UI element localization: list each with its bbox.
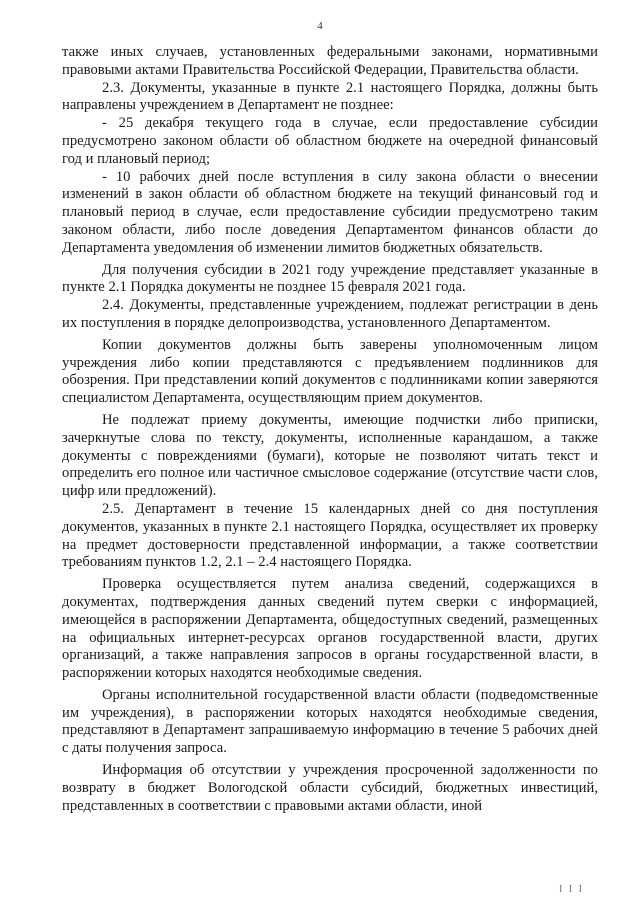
paragraph-verification: Проверка осуществляется путем анализа сведений, содержащихся в документах, подтверждения данных сведений путем сверки с информацией, имеющейся в распоряжении Департамента, общедоступных сведений, размещенных на официальных интернет-ресурсах органов государственной власти, других организаций, а также направления запросов в органы государственной власти, в распоряжении которых находятся необходимые сведения.	[62, 576, 598, 682]
paragraph-debt-info: Информация об отсутствии у учреждения просроченной задолженности по возврату в бюджет Вологодской области субсидий, бюджетных инвестиций, представленных в соответствии с правовыми актами области, иной	[62, 762, 598, 814]
paragraph-2021: Для получения субсидии в 2021 году учреждение представляет указанные в пункте 2.1 Порядка документы не позднее 15 февраля 2021 года.	[62, 261, 598, 296]
paragraph-deadline-1: - 25 декабря текущего года в случае, если предоставление субсидии предусмотрено законом области об областном бюджете на очередной финансовый год и плановый период;	[62, 115, 598, 167]
paragraph-2-3: 2.3. Документы, указанные в пункте 2.1 настоящего Порядка, должны быть направлены учреждением в Департамент не позднее:	[62, 79, 598, 114]
paragraph-copies: Копии документов должны быть заверены уполномоченным лицом учреждения либо копии представляются с предъявлением подлинников для обозрения. При представлении копий документов с подлинниками копии заверяются специалистом Департамента, осуществляющим прием документов.	[62, 336, 598, 407]
paragraph-deadline-2: - 10 рабочих дней после вступления в силу закона области о внесении изменений в закон области об областном бюджете на текущий финансовый год и плановый период в случае, если предоставление субсидии предусмотрено таким законом области, либо после доведения Департаментом финансов области до Департамента уведомления об изменении лимитов бюджетных обязательств.	[62, 168, 598, 256]
paragraph-authorities: Органы исполнительной государственной власти области (подведомственные им учреждения), в распоряжении которых находятся необходимые сведения, представляют в Департамент запрашиваемую информацию в течение 5 рабочих дней с даты получения запроса.	[62, 686, 598, 757]
paragraph-2-4: 2.4. Документы, представленные учреждением, подлежат регистрации в день их поступления в порядке делопроизводства, установленного Департаментом.	[62, 297, 598, 331]
paragraph-2-5: 2.5. Департамент в течение 15 календарных дней со дня поступления документов, указанных в пункте 2.1 настоящего Порядка, осуществляет их проверку на предмет достоверности представленной информации, а также соответствии требованиям пунктов 1.2, 2.1 – 2.4 настоящего Порядка.	[62, 500, 598, 571]
footer-mark: I I I	[559, 884, 584, 895]
document-body	[62, 44, 598, 815]
paragraph-continuation: также иных случаев, установленных федеральными законами, нормативными правовыми актами Правительства Российской Федерации, Правительства области.	[62, 44, 598, 78]
paragraph-not-accepted: Не подлежат приему документы, имеющие подчистки либо приписки, зачеркнутые слова по тексту, документы, исполненные карандашом, а также документы с повреждениями (бумаги), которые не позволяют читать текст и определить его полное или частичное смысловое содержание (отсутствие части слов, цифр или предложений).	[62, 411, 598, 500]
page-number: 4	[317, 20, 323, 32]
